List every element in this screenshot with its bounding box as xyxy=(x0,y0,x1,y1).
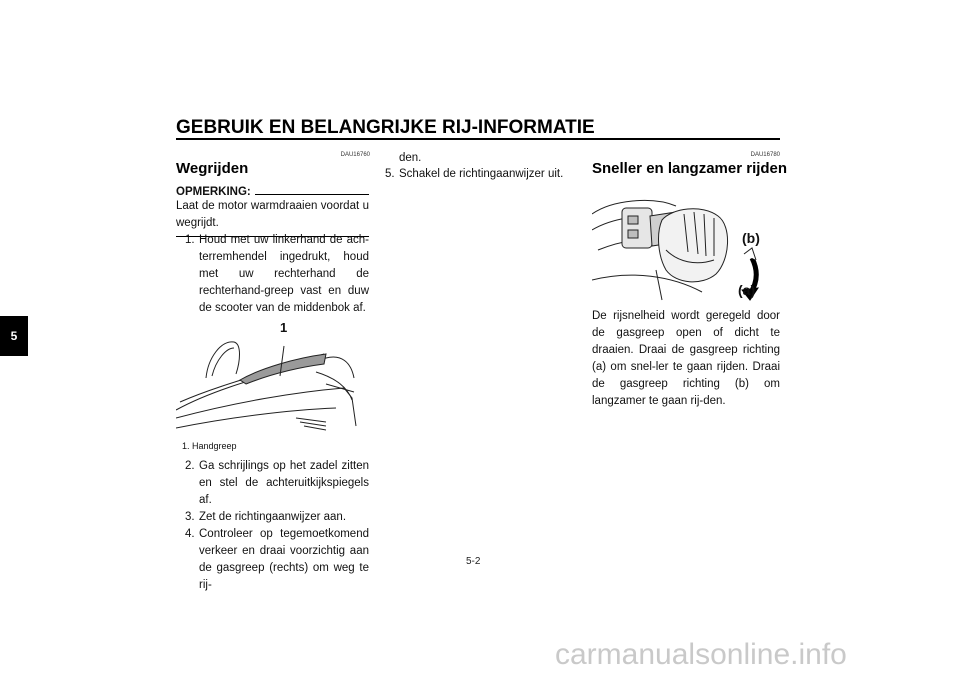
chapter-tab: 5 xyxy=(0,316,28,356)
note-text: Laat de motor warmdraaien voordat u wegrijdt. xyxy=(176,200,369,229)
scooter-figure xyxy=(176,318,369,438)
note-underline xyxy=(255,194,369,195)
speed-paragraph: De rijsnelheid wordt geregeld door de gasgreep open of dicht te draaien. Draai de gasgreep richting (a) om snel-ler te gaan rijden. Draai de gasgreep richting (b) om langzamer te gaan rij-den. xyxy=(592,310,780,407)
section-code: DAU16760 xyxy=(340,152,370,158)
note-block xyxy=(176,186,369,237)
list-item xyxy=(385,166,570,183)
note-label: OPMERKING: xyxy=(176,186,251,198)
step-number: 3. xyxy=(185,511,195,523)
list-item xyxy=(185,458,369,509)
figure-callout-1: 1 xyxy=(280,320,288,335)
page-title: GEBRUIK EN BELANGRIJKE RIJ-INFORMATIE xyxy=(176,117,595,138)
header-rule xyxy=(176,138,780,140)
scooter-rear-illustration xyxy=(176,318,369,438)
section-heading-speed: Sneller en langzamer rijden xyxy=(592,160,788,177)
section-code-right: DAU16780 xyxy=(750,152,780,158)
step-number: 2. xyxy=(185,460,195,472)
figure-caption: 1. Handgreep xyxy=(182,441,237,451)
steps-list-a xyxy=(185,232,369,317)
step-text: Schakel de richtingaanwijzer uit. xyxy=(399,168,564,180)
steps-list-c xyxy=(385,166,570,183)
step-number: 4. xyxy=(185,528,195,540)
label-a: (a) xyxy=(738,282,756,298)
list-item xyxy=(185,526,369,594)
step-text: Ga schrijlings op het zadel zitten en stel de achteruitkijkspiegels af. xyxy=(199,460,369,506)
step-text: Zet de richtingaanwijzer aan. xyxy=(199,511,347,523)
step-text: Controleer op tegemoetkomend verkeer en draai voorzichtig aan de gasgreep (rechts) om weg te rij- xyxy=(199,528,369,591)
continuation-text: den. xyxy=(399,152,422,164)
page-number: 5-2 xyxy=(466,556,481,567)
step-text: Houd met uw linkerhand de ach-terremhendel ingedrukt, houd met uw rechterhand de rechterhand-greep vast en duw de scooter van de middenbok af. xyxy=(199,234,369,314)
watermark-text: carmanualsonline.info xyxy=(555,638,847,671)
section-heading-wegrijden: Wegrijden xyxy=(176,160,249,177)
label-b: (b) xyxy=(742,230,760,246)
list-item xyxy=(185,232,369,317)
steps-list-b xyxy=(185,458,369,594)
step-number: 1. xyxy=(185,234,195,246)
list-item xyxy=(185,509,369,526)
throttle-figure xyxy=(592,190,780,302)
step-number: 5. xyxy=(385,168,395,180)
